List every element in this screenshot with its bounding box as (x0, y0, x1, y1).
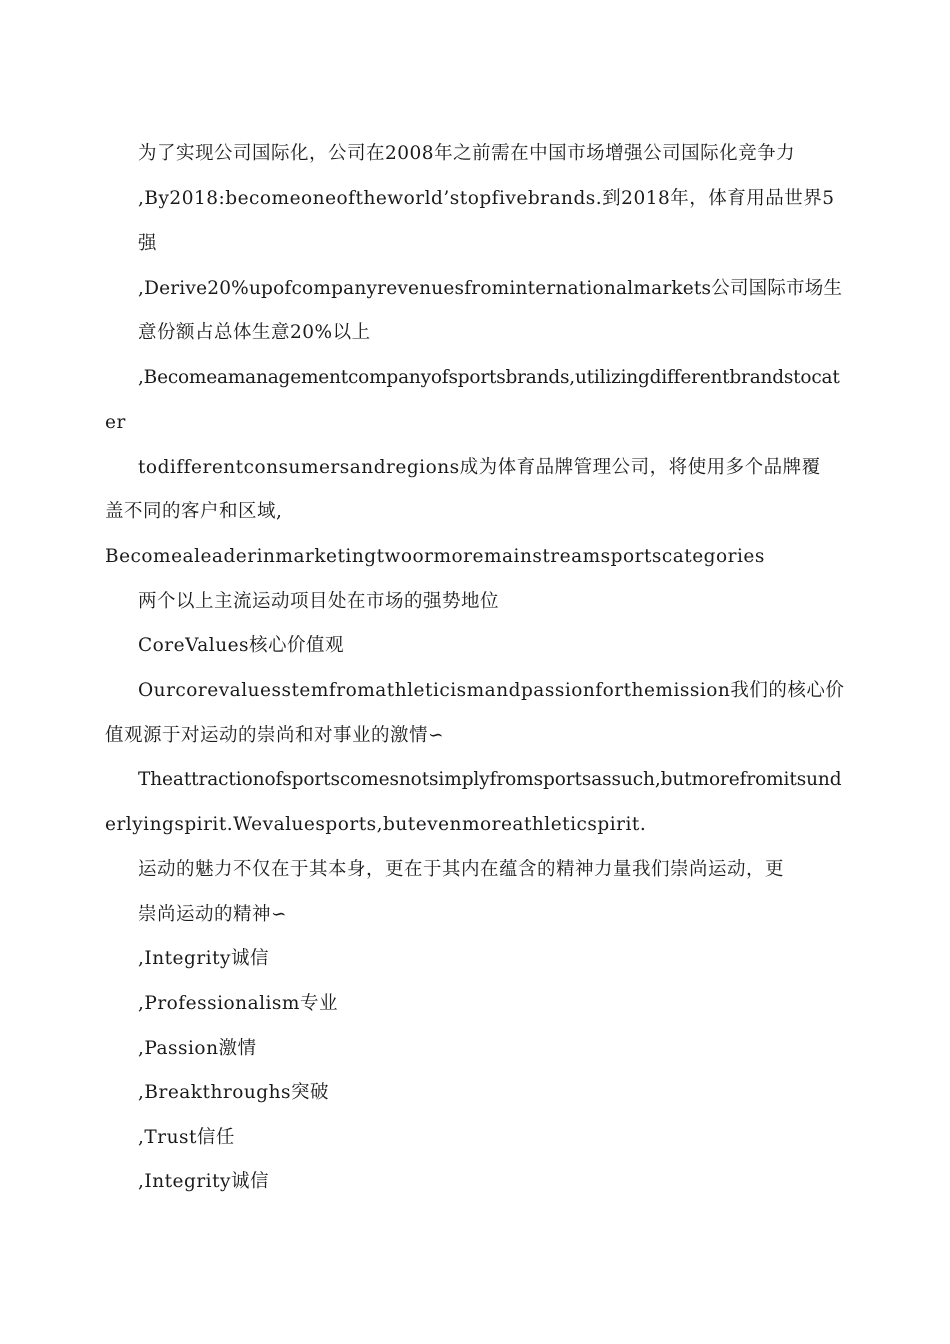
text-line: todifferentconsumersandregions成为体育品牌管理公司，将使用多个品牌覆 (138, 457, 821, 478)
text-line: ,Becomeamanagementcompanyofsportsbrands,utilizingdifferentbrandstocat (138, 367, 840, 388)
value-item: ,Breakthroughs突破 (138, 1082, 330, 1103)
value-item: ,Professionalism专业 (138, 993, 338, 1014)
text-line: Theattractionofsportscomesnotsimplyfromsportsassuch,butmorefromitsund (138, 769, 842, 790)
text-line: Becomealeaderinmarketingtwoormoremainstreamsportscategories (105, 546, 765, 567)
text-line: 为了实现公司国际化，公司在2008年之前需在中国市场增强公司国际化竞争力 (138, 143, 796, 164)
value-item: ,Integrity诚信 (138, 1171, 269, 1192)
text-line: ,Derive20%upofcompanyrevenuesfrominternationalmarkets公司国际市场生 (138, 278, 843, 299)
text-line: 值观源于对运动的崇尚和对事业的激情∽ (105, 725, 445, 746)
text-line: 运动的魅力不仅在于其本身，更在于其内在蕴含的精神力量我们崇尚运动，更 (138, 859, 785, 880)
value-item: ,Integrity诚信 (138, 948, 269, 969)
text-line: 盖不同的客户和区域, (105, 501, 283, 522)
value-item: ,Passion激情 (138, 1038, 257, 1059)
text-line: Ourcorevaluesstemfromathleticismandpassionforthemission我们的核心价 (138, 680, 845, 701)
text-line: 崇尚运动的精神∽ (138, 904, 288, 925)
section-heading: CoreValues核心价值观 (138, 635, 345, 656)
text-line: erlyingspirit.Wevaluesports,butevenmoreathleticspirit. (105, 814, 647, 835)
text-line: er (105, 412, 126, 433)
text-line: 强 (138, 233, 158, 254)
text-line: 两个以上主流运动项目处在市场的强势地位 (138, 591, 500, 612)
text-line: ,By2018:becomeoneoftheworld’stopfivebrands.到2018年，体育用品世界5 (138, 188, 835, 209)
value-item: ,Trust信任 (138, 1127, 235, 1148)
text-line: 意份额占总体生意20%以上 (138, 322, 371, 343)
